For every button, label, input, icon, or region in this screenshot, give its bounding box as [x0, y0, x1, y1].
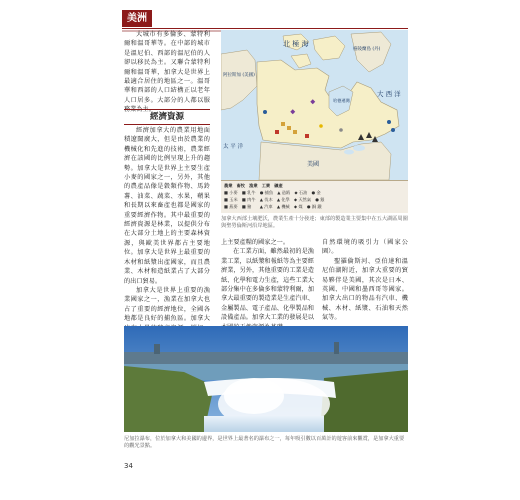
photo-right-bank [320, 370, 408, 432]
photo-building [154, 344, 160, 354]
photo-caption: 尼加拉瀑布，位於加拿大和美國的邊界，是世界上最著名的瀑布之一，每年吸引數以百萬計的遊客前來觀賞，是加拿大重要的觀光景點。 [124, 436, 405, 450]
section-title-economy: 經濟資源 [124, 109, 210, 125]
label-usa: 美國 [307, 161, 320, 168]
industry-paragraph: 在工業方面，雖然最初的是漁業工業，以紙漿和報紙等為主要經濟業，另外，其他重要的工業是造紙、化學和電力生產，這些工業大部分集中在多倫多和蒙特利爾，加拿大最重要的製造業是生產汽車、金屬製品、電子產品、化學製品和設備產品。加拿大工業的發展是以 [221, 248, 314, 322]
map-canvas [221, 30, 408, 180]
label-atlantic: 大 西 洋 [377, 90, 401, 98]
great-lake [353, 145, 365, 151]
agri-marker [281, 122, 285, 126]
falls-illustration [124, 326, 408, 432]
photo-building [334, 342, 339, 354]
industry-column [221, 238, 314, 332]
fishing-marker [391, 128, 395, 132]
great-lake [344, 150, 354, 155]
label-pacific: 太 平 洋 [223, 144, 243, 150]
niagara-falls-photo [124, 326, 408, 432]
agri-marker [293, 130, 297, 134]
page-header [122, 10, 408, 29]
economic-map [221, 30, 408, 212]
legend-row: ■ 玉米 ■ 肉牛 ▲ 伐木 ▲ 化學 ◆ 天然氣 ● 銀 [224, 197, 325, 202]
livestock-marker [305, 134, 309, 138]
trade-column [322, 238, 408, 323]
label-hudson: 哈德遜灣 [333, 98, 350, 103]
economy-paragraph: 加拿大是世界上重要的漁業國家之一，漁業在加拿大也占了重要的經濟地位，全國各地都是良好的捕魚區。加拿大 [124, 286, 210, 323]
label-alaska: 阿拉斯加 (美國) [223, 73, 255, 78]
map-caption: 加拿大西部土壤肥沃，農業生產十分發達；東部的製造業主要集中在五大湖區周圍與聖勞倫斯河沿岸地區。 [221, 216, 408, 230]
livestock-marker [275, 130, 279, 134]
agri-marker [287, 126, 291, 130]
industry-paragraph: 上主要產糧的國家之一。 [221, 239, 290, 246]
trade-paragraph: 聖羅倫斯河、亞伯達和溫尼伯湖附近，加拿大重要的貿易夥伴是美國，其次是日本、英國、中國和墨西哥等國家。加拿大出口的物品有汽車、機械、木材、紙漿、石油和天然氣等。 [322, 257, 408, 322]
gold-marker [319, 124, 323, 128]
economy-paragraph: 經濟加拿大的農業用地面積遼闊廣大，但是由於農業的機械化和先進的技術，農業經濟在該國的比例呈現上升的趨勢。加拿大是世界上主要生產小麥的國家之一，另外，其他的農產品像是穀類作物、馬鈴薯、油菜、蔬菜、水果，蘋果和長期以來畜產也都是國家的重要經濟作物。其中最重要的經濟資源是林業，以提供分布在大部分土地上的主要森林資源，與歐美世界都占主要地位。加拿大是世界上最重要的木材和紙漿出產國家，而且農業、木材和造紙業占了大部分的出口貿易。 [124, 127, 210, 285]
page-number: 34 [124, 462, 133, 470]
photo-skyline [124, 352, 408, 366]
fishing-marker [387, 120, 391, 124]
legend-row: ■ 小麥 ■ 乳牛 ● 捕魚 ▲ 造紙 ◆ 石油 ● 金 [224, 190, 321, 195]
intro-text: 大城市有多倫多、蒙特利爾和溫哥華等。在中部的城市是溫尼伯、西部的溫尼伯的人卻以移民為主。又聯合蒙特利爾和溫哥華，加拿大是世界上最適合居住的地區之一。溫哥華和西部的人口結構正以老年人口居多。大部分的人都以服務業為主。 [124, 31, 210, 114]
fishing-marker [263, 110, 267, 114]
section-tab: 美洲 [122, 10, 152, 27]
intro-paragraph [124, 30, 210, 115]
map-legend [221, 180, 408, 213]
legend-row: ■ 燕麥 ■ 豬 ▲ 汽車 ▲ 機械 ◆ 煤 ● 銅 鐵 [224, 204, 322, 209]
trade-paragraph: 自然環境的吸引力（國家公園）。 [322, 239, 408, 256]
legend-header: 農業 畜牧 漁業 工業 礦產 [224, 183, 283, 188]
photo-lower-river [204, 416, 324, 432]
label-arctic: 北 極 海 [283, 40, 309, 48]
label-greenland: 格陵蘭島 (丹) [353, 47, 381, 52]
photo-mist [224, 378, 284, 414]
silver-marker [339, 128, 343, 132]
